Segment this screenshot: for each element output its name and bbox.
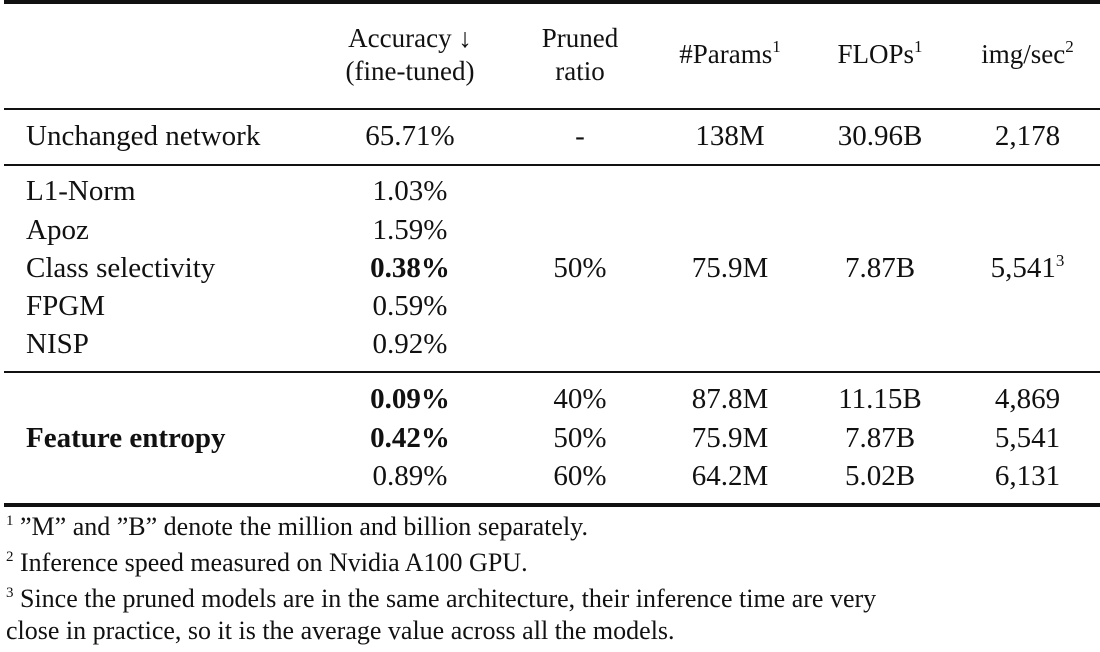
header-flops xyxy=(810,38,950,74)
footnote-ref-3: 3 xyxy=(1055,251,1065,270)
header-img-label: img/sec xyxy=(981,39,1066,69)
footnote-2 xyxy=(6,548,528,582)
footnote-3 xyxy=(6,584,876,618)
section-rule xyxy=(4,371,1100,373)
header-img-sec xyxy=(955,38,1100,74)
ratio-value: 60% xyxy=(553,460,607,492)
flops-value: 7.87B xyxy=(844,422,916,454)
bottom-rule xyxy=(4,503,1100,507)
header-ratio-line2: ratio xyxy=(555,56,605,86)
img-sec-cell xyxy=(955,249,1100,291)
flops-value: 30.96B xyxy=(837,120,923,152)
img-sec-value: 2,178 xyxy=(994,120,1061,152)
accuracy-value: 1.59% xyxy=(372,214,448,246)
accuracy-value: 1.03% xyxy=(372,175,448,207)
header-accuracy xyxy=(330,22,490,88)
footnote-mark: 1 xyxy=(6,513,14,529)
header-flops-label: FLOPs xyxy=(837,39,915,69)
flops-value: 7.87B xyxy=(844,252,916,284)
header-params-label: #Params xyxy=(679,39,773,69)
footnote-3-continued xyxy=(6,616,675,646)
accuracy-value-best: 0.09% xyxy=(370,383,450,415)
footnote-ref-1: 1 xyxy=(772,37,781,56)
footnote-1 xyxy=(6,512,588,546)
accuracy-value: 65.71% xyxy=(365,120,455,152)
params-value: 87.8M xyxy=(691,383,769,415)
header-pruned-ratio xyxy=(525,22,635,88)
flops-value: 5.02B xyxy=(844,460,916,492)
params-value: 75.9M xyxy=(691,252,769,284)
method-name: Class selectivity xyxy=(26,252,216,284)
header-params xyxy=(650,38,810,74)
header-ratio-line1: Pruned xyxy=(541,23,619,53)
img-sec-value: 5,541 xyxy=(990,252,1056,284)
method-name: FPGM xyxy=(26,290,105,322)
header-accuracy-line1: Accuracy ↓ xyxy=(348,23,472,53)
method-name: L1-Norm xyxy=(26,175,136,207)
accuracy-value: 0.59% xyxy=(372,290,448,322)
img-sec-value: 4,869 xyxy=(994,383,1061,415)
footnote-text: Since the pruned models are in the same architecture, their inference time are very xyxy=(20,584,877,613)
footnote-text: close in practice, so it is the average value across all the models. xyxy=(6,616,675,645)
img-sec-value: 5,541 xyxy=(994,422,1061,454)
img-sec-value: 6,131 xyxy=(994,460,1061,492)
footnote-mark: 2 xyxy=(6,549,14,565)
ratio-value: 50% xyxy=(553,422,607,454)
flops-value: 11.15B xyxy=(838,383,922,415)
footnote-text: Inference speed measured on Nvidia A100 GPU. xyxy=(20,548,528,577)
accuracy-value: 0.92% xyxy=(372,328,448,360)
ratio-value: - xyxy=(575,120,585,152)
header-rule xyxy=(4,108,1100,110)
header-accuracy-line2: (fine-tuned) xyxy=(345,56,475,86)
footnote-ref-1: 1 xyxy=(914,37,923,56)
method-name: NISP xyxy=(26,328,89,360)
accuracy-value: 0.89% xyxy=(372,460,448,492)
method-name: Unchanged network xyxy=(26,120,261,152)
top-rule xyxy=(4,0,1100,4)
params-value: 64.2M xyxy=(691,460,769,492)
params-value: 138M xyxy=(695,120,765,152)
accuracy-value-best: 0.38% xyxy=(370,252,450,284)
ratio-value: 40% xyxy=(553,383,607,415)
footnote-mark: 3 xyxy=(6,585,14,601)
params-value: 75.9M xyxy=(691,422,769,454)
accuracy-value-best: 0.42% xyxy=(370,422,450,454)
method-name-ours: Feature entropy xyxy=(26,422,226,454)
ratio-value: 50% xyxy=(553,252,607,284)
section-rule xyxy=(4,164,1100,166)
footnote-text: ”M” and ”B” denote the million and billion separately. xyxy=(20,512,588,541)
footnote-ref-2: 2 xyxy=(1065,37,1074,56)
method-name: Apoz xyxy=(26,214,89,246)
